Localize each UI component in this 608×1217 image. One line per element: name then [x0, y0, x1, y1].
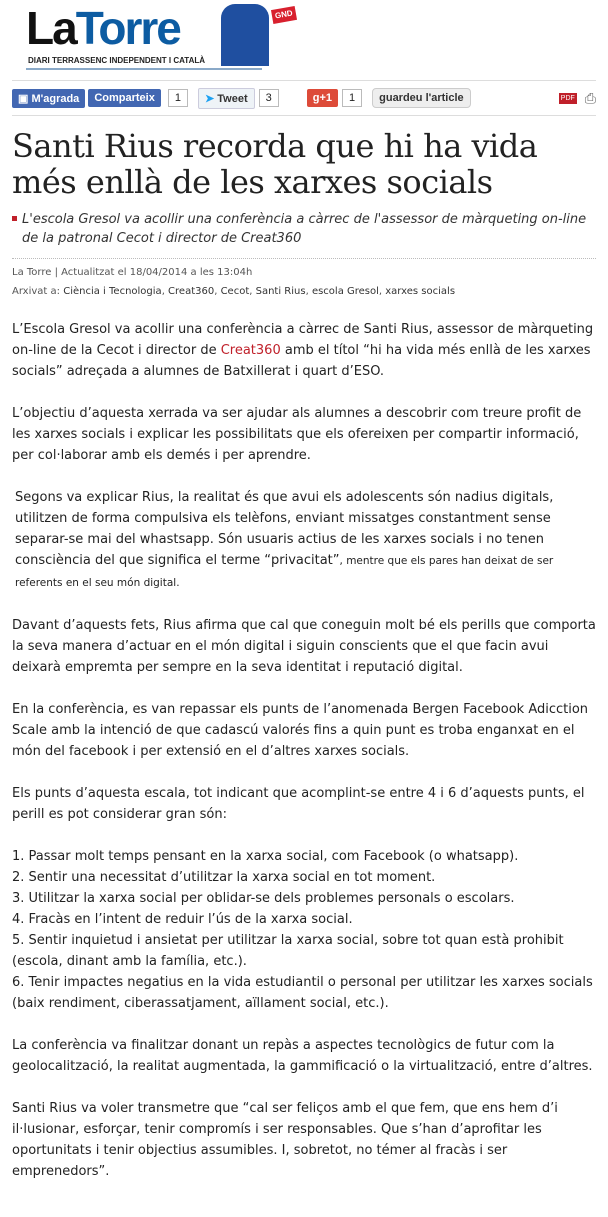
logo-tagline: DIARI TERRASSENC INDEPENDENT I CATALÀ	[28, 56, 206, 65]
article-lead: L'escola Gresol va acollir una conferència a càrrec de l'assessor de màrqueting on-line de la patronal Cecot i director de Creat360	[12, 210, 596, 248]
tweet-button[interactable]	[198, 88, 255, 109]
paragraph: La conferència va finalitzar donant un repàs a aspectes tecnològics de futur com la geolocalització, la realitat augmentada, la gammificació o la virtualització, entre d’altres.	[12, 1038, 593, 1074]
share-count: 1	[168, 89, 188, 107]
list-item: 6. Tenir impactes negatius en la vida estudiantil o personal per utilitzar les xarxes socials (baix rendiment, ciberassatjament, aïllament social, etc.).	[12, 975, 593, 1011]
paragraph: Davant d’aquests fets, Rius afirma que cal que coneguin molt bé els perills que comporta la seva manera d’actuar en el món digital i siguin conscients que el que facin avui deixarà empremta per sempre en la seva identitat i reputació digital.	[12, 618, 596, 675]
social-bar	[12, 81, 596, 115]
paragraph	[12, 487, 596, 594]
print-icon[interactable]: ⎙	[584, 89, 596, 106]
archived-label: Arxivat a:	[12, 286, 61, 297]
tag-link[interactable]: Cecot	[220, 286, 250, 297]
article-title: Santi Rius recorda que hi ha vida més enllà de les xarxes socials	[12, 127, 538, 201]
gnd-badge: GND	[271, 6, 297, 24]
list-item: 4. Fracàs en l’intent de reduir l’ús de la xarxa social.	[12, 912, 353, 927]
creat360-link[interactable]: Creat360	[220, 343, 281, 358]
site-logo[interactable]	[18, 0, 596, 80]
paragraph: En la conferència, es van repassar els punts de l’anomenada Bergen Facebook Adicction Scale amb la intenció de que cadascú valorés fins a quin punt es troba enganxat en el món del facebook i per extensió en el d’altres xarxes socials.	[12, 702, 589, 759]
facebook-like-button[interactable]: ▣ M'agrada	[12, 89, 85, 108]
tower-icon	[221, 4, 269, 66]
facebook-share-button[interactable]: Comparteix	[88, 89, 161, 107]
logo-torre: Torre	[75, 2, 180, 54]
logo-la: La	[26, 2, 76, 54]
list-item: 2. Sentir una necessitat d’utilitzar la xarxa social en tot moment.	[12, 870, 436, 885]
save-article-button[interactable]: guardeu l'article	[372, 88, 471, 108]
paragraph: Els punts d’aquesta escala, tot indicant que acomplint-se entre 4 i 6 d’aquests punts, el perill es pot considerar gran són:	[12, 786, 585, 822]
paragraph: Santi Rius va voler transmetre que “cal ser feliços amb el que fem, que ens hem d’i il·lusionar, esforçar, tenir compromís i ser responsables. Que s’han d’aprofitar les oportunitats i tenir objectius assumibles. I, sobretot, no témer al fracàs i ser emprenedors”.	[12, 1101, 558, 1179]
text: L’Escola Gresol va acollir una conferència a càrrec de Santi Rius, assessor de màrqueting on-line de la Cecot i director de	[12, 322, 594, 358]
tags: Arxivat a: Ciència i Tecnologia, Creat360, Cecot, Santi Rius, escola Gresol, xarxes socials	[12, 286, 456, 297]
tweet-count: 3	[259, 89, 279, 107]
tag-link[interactable]: xarxes socials	[385, 286, 456, 297]
tweet-label: Tweet	[217, 92, 248, 105]
like-label: M'agrada	[31, 92, 80, 105]
tag-link[interactable]: escola Gresol	[311, 286, 379, 297]
twitter-bird-icon: ➤	[204, 92, 215, 105]
gplus-count: 1	[342, 89, 362, 107]
list-item: 3. Utilitzar la xarxa social per oblidar-se dels problemes personals o escolars.	[12, 891, 515, 906]
list-item: 5. Sentir inquietud i ansietat per utilitzar la xarxa social, sobre tot quan està prohibit (escola, dinant amb la família, etc.).	[12, 933, 564, 969]
pdf-icon[interactable]: PDF	[560, 94, 575, 102]
divider	[12, 258, 596, 259]
list-item: 1. Passar molt temps pensant en la xarxa social, com Facebook (o whatsapp).	[12, 849, 519, 864]
paragraph	[12, 319, 596, 382]
byline: La Torre | Actualitzat el 18/04/2014 a les 13:04h	[12, 267, 253, 278]
tag-link[interactable]: Creat360	[168, 286, 215, 297]
numbered-list	[12, 846, 596, 1014]
divider	[12, 115, 596, 116]
tag-link[interactable]: Ciència i Tecnologia	[63, 286, 162, 297]
text: amb el títol “hi ha vida més enllà de les xarxes socials” adreçada a alumnes de Batxillerat i quart d’ESO.	[12, 343, 591, 379]
logo-underline	[26, 68, 262, 70]
text: , mentre que els pares han deixat de ser referents en el seu món digital.	[15, 555, 554, 589]
tag-link[interactable]: Santi Rius	[255, 286, 306, 297]
google-plus-button[interactable]: g+1	[307, 89, 338, 107]
article-body	[12, 319, 596, 1182]
paragraph: L’objectiu d’aquesta xerrada va ser ajudar als alumnes a descobrir com treure profit de les xarxes socials i explicar les possibilitats que els ofereixen per compartir informació, per col·laborar amb els demés i per aprendre.	[12, 406, 582, 463]
text: Segons va explicar Rius, la realitat és que avui els adolescents són nadius digitals, utilitzen de forma compulsiva els telèfons, enviant missatges constantment sense separar-se mai del whastsapp. Són usuaris actius de les xarxes socials i no tenen consciència del que significa el terme “privacitat”	[15, 490, 554, 568]
